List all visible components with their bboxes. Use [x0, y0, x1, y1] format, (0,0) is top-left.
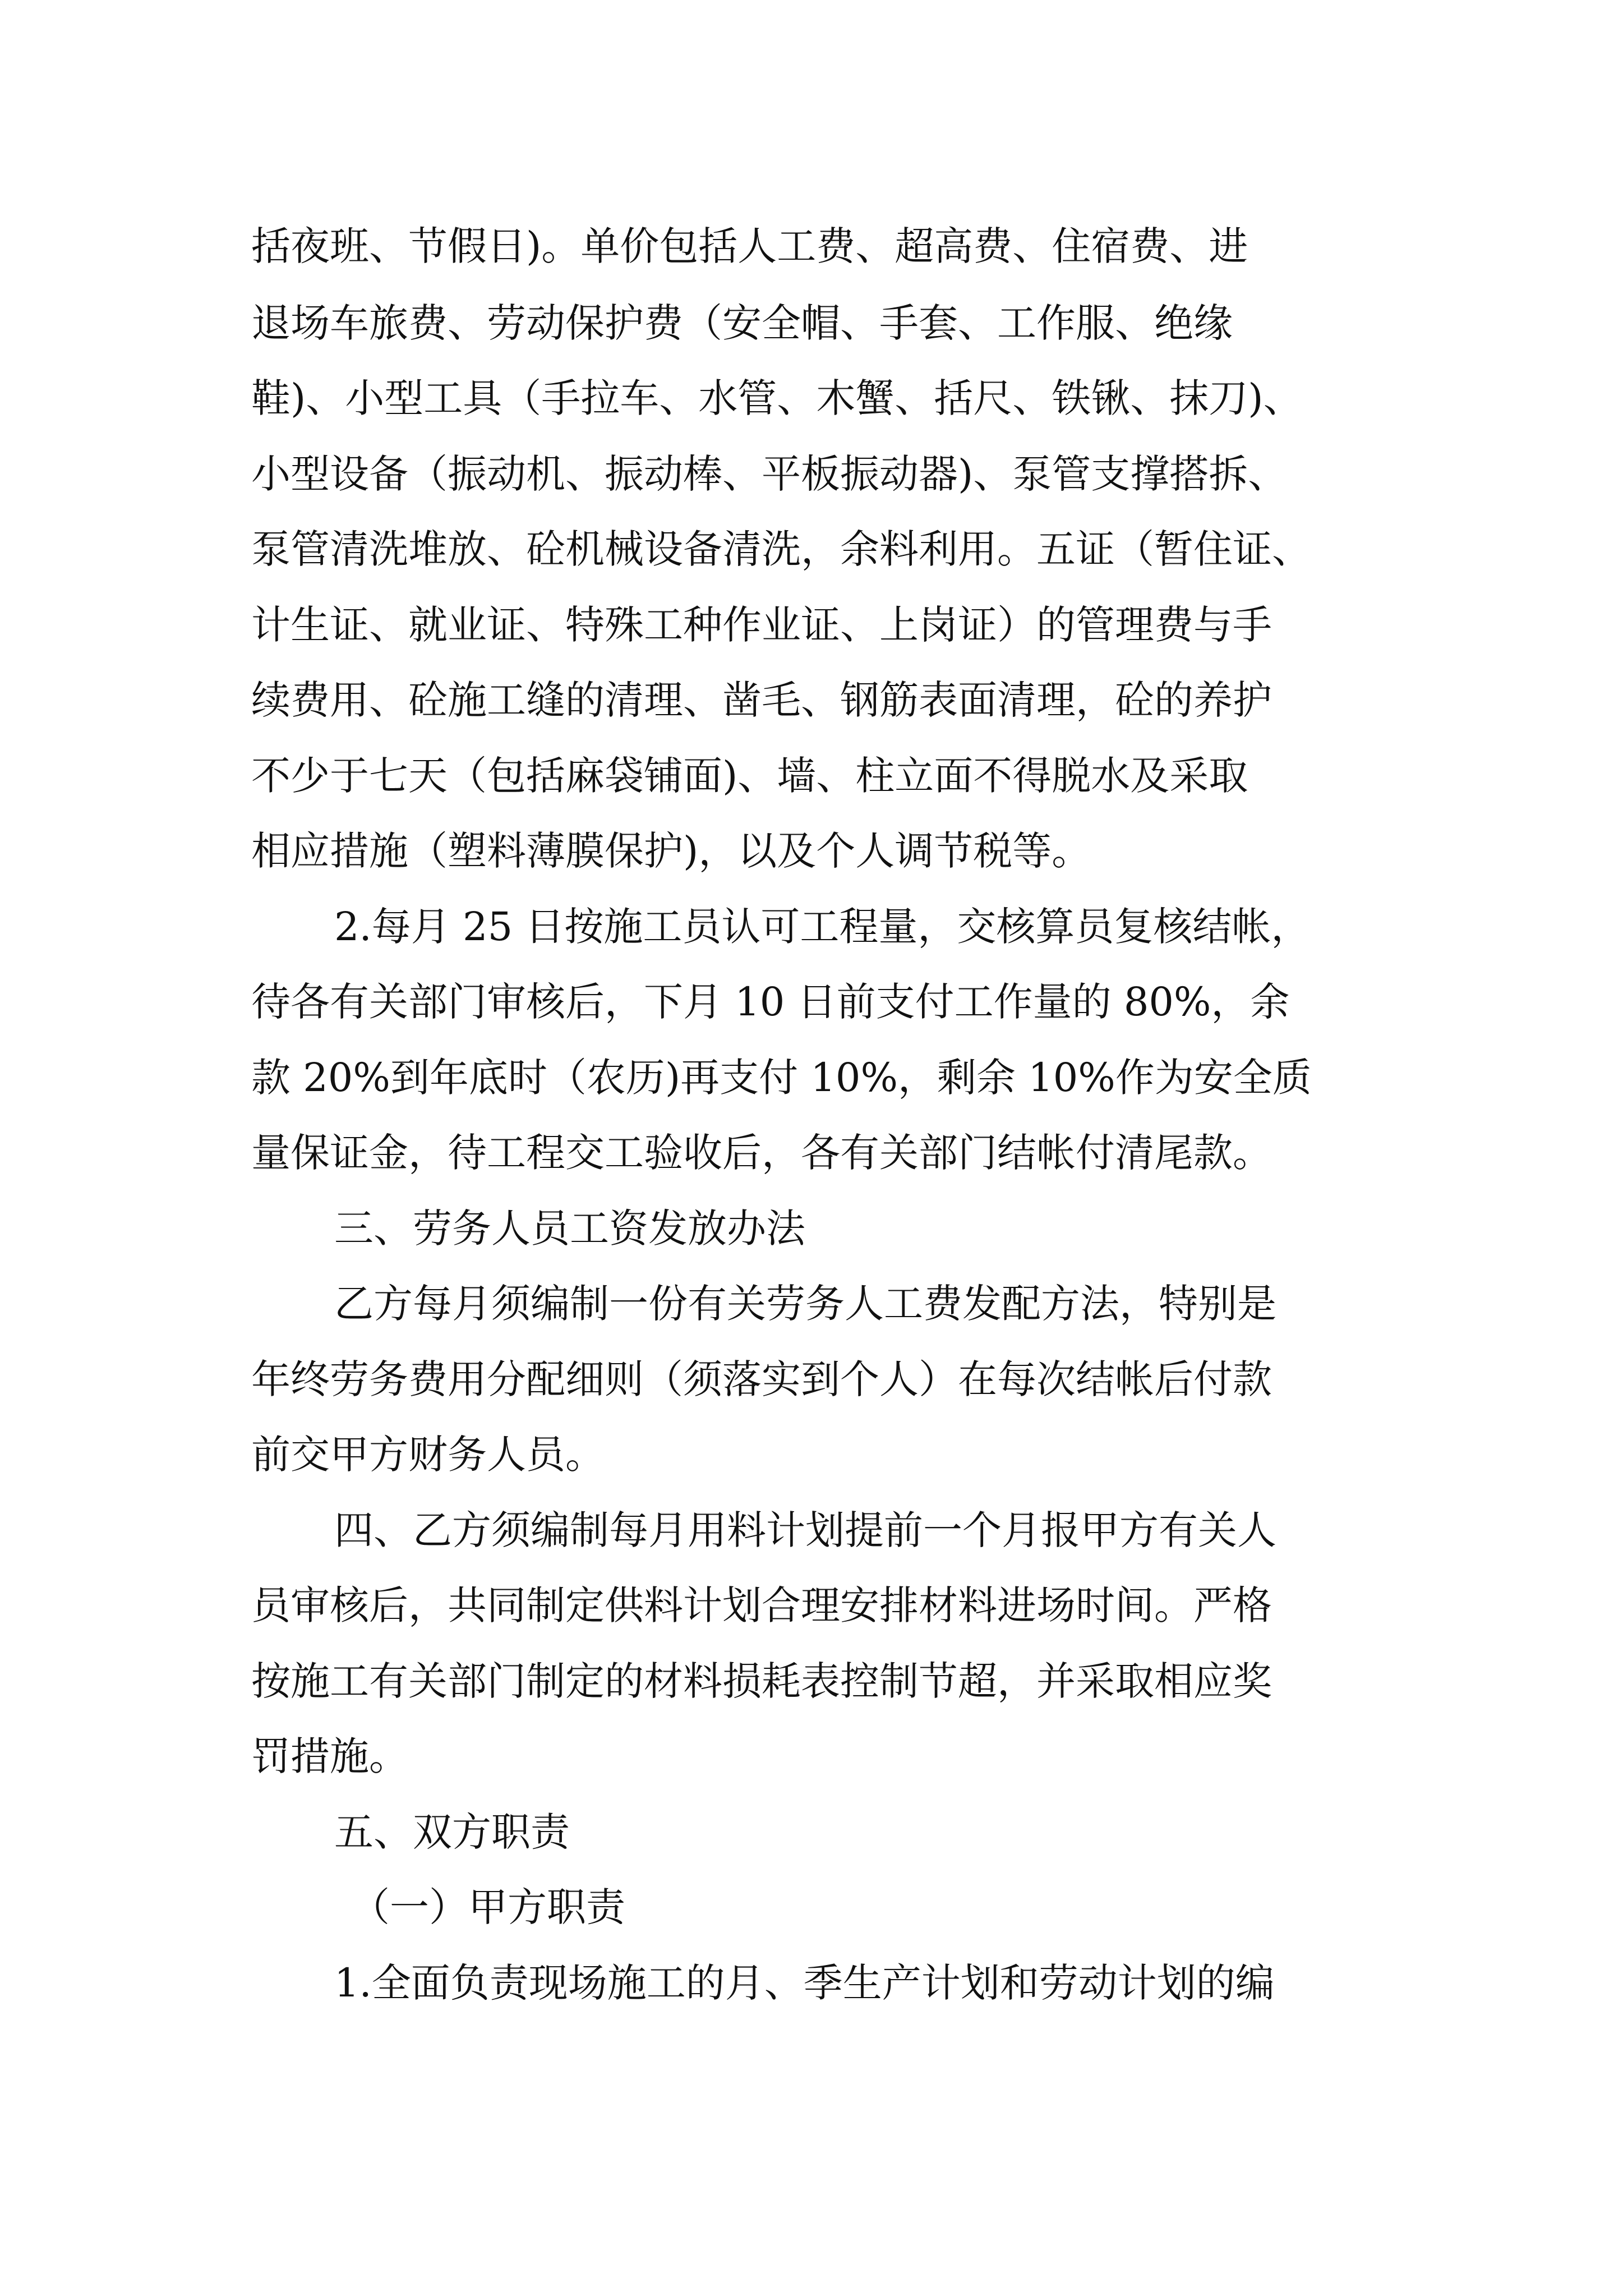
body-text-line: 1.全面负责现场施工的月、季生产计划和劳动计划的编	[334, 1960, 1275, 2006]
body-text-line: 计生证、就业证、特殊工种作业证、上岗证）的管理费与手	[251, 602, 1272, 648]
body-text-line: 员审核后，共同制定供料计划合理安排材料进场时间。严格	[251, 1582, 1272, 1628]
body-text-line: 小型设备（振动机、振动棒、平板振动器)、泵管支撑搭拆、	[251, 451, 1288, 497]
body-text-line: 2.每月 25 日按施工员认可工程量，交核算员复核结帐，	[334, 904, 1311, 950]
body-text-line: 不少于七天（包括麻袋铺面)、墙、柱立面不得脱水及采取	[251, 753, 1248, 799]
body-text-line: 相应措施（塑料薄膜保护)，以及个人调节税等。	[251, 828, 1091, 874]
body-text-line: 量保证金，待工程交工验收后，各有关部门结帐付清尾款。	[251, 1130, 1272, 1176]
body-text-line: 鞋)、小型工具（手拉车、水管、木蟹、括尺、铁锹、抹刀)、	[251, 375, 1303, 421]
body-text-line: 退场车旅费、劳动保护费（安全帽、手套、工作服、绝缘	[251, 300, 1233, 346]
body-text-line: 年终劳务费用分配细则（须落实到个人）在每次结帐后付款	[251, 1356, 1272, 1402]
section-heading: 三、劳务人员工资发放办法	[334, 1205, 805, 1251]
body-text-line: 罚措施。	[251, 1733, 408, 1779]
body-text-line: 四、乙方须编制每月用料计划提前一个月报甲方有关人	[334, 1507, 1276, 1553]
body-text-line: 续费用、砼施工缝的清理、凿毛、钢筋表面清理，砼的养护	[251, 677, 1272, 723]
subsection-heading: （一）甲方职责	[351, 1884, 625, 1930]
body-text-line: 泵管清洗堆放、砼机械设备清洗，余料利用。五证（暂住证、	[251, 526, 1311, 572]
body-text-line: 款 20%到年底时（农历)再支付 10%，剩余 10%作为安全质	[251, 1055, 1312, 1101]
body-text-line: 前交甲方财务人员。	[251, 1432, 605, 1478]
body-text-line: 按施工有关部门制定的材料损耗表控制节超，并采取相应奖	[251, 1658, 1272, 1704]
section-heading: 五、双方职责	[334, 1809, 570, 1855]
body-text-line: 待各有关部门审核后，下月 10 日前支付工作量的 80%，余	[251, 979, 1290, 1025]
body-text-line: 乙方每月须编制一份有关劳务人工费发配方法，特别是	[334, 1281, 1276, 1327]
body-text-line: 括夜班、节假日)。单价包括人工费、超高费、住宿费、进	[251, 223, 1248, 269]
